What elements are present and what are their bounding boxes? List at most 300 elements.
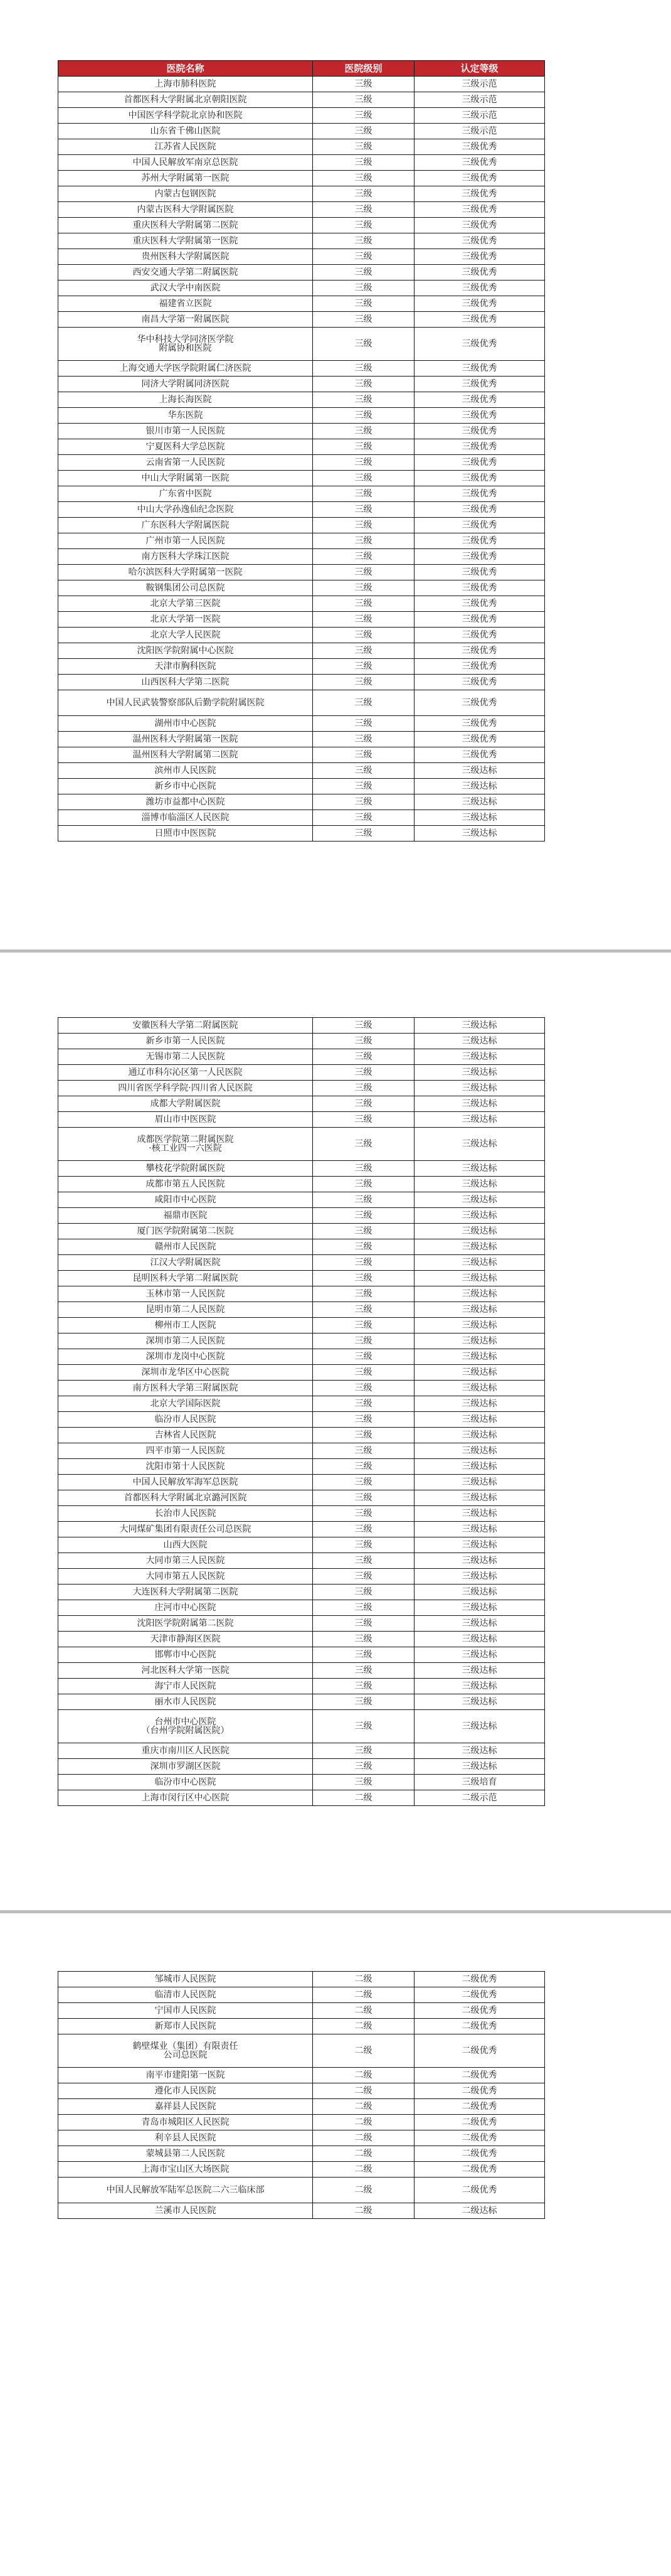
hospital-name-cell: 上海长海医院 — [58, 392, 313, 408]
hospital-level-cell: 三级 — [313, 1286, 415, 1302]
hospital-name-cell: 中山大学附属第一医院 — [58, 471, 313, 486]
hospital-grade-cell: 三级达标 — [415, 1365, 545, 1381]
table-row — [58, 171, 545, 186]
hospital-level-cell: 三级 — [313, 628, 415, 643]
table-row — [58, 1759, 545, 1775]
hospital-name-cell: 中山大学孙逸仙纪念医院 — [58, 502, 313, 518]
hospital-name-cell: 深圳市罗湖区医院 — [58, 1759, 313, 1775]
hospital-grade-cell: 三级优秀 — [415, 265, 545, 281]
hospital-name-cell: 滨州市人民医院 — [58, 763, 313, 779]
hospital-level-cell: 三级 — [313, 1239, 415, 1255]
hospital-name-cell: 安徽医科大学第二附属医院 — [58, 1018, 313, 1034]
hospital-level-cell: 三级 — [313, 763, 415, 779]
table-row — [58, 1255, 545, 1271]
hospital-level-cell: 三级 — [313, 810, 415, 826]
table-row — [58, 1034, 545, 1049]
hospital-grade-cell: 三级优秀 — [415, 281, 545, 296]
hospital-level-cell: 三级 — [313, 1443, 415, 1459]
hospital-name-cell: 沈阳市第十人民医院 — [58, 1459, 313, 1475]
table-row — [58, 1775, 545, 1790]
hospital-level-cell: 三级 — [313, 596, 415, 612]
table-row — [58, 1365, 545, 1381]
hospital-grade-cell: 三级达标 — [415, 1065, 545, 1081]
table-row — [58, 1396, 545, 1412]
hospital-name-cell: 宁国市人民医院 — [58, 2003, 313, 2019]
hospital-name-cell: 潍坊市益都中心医院 — [58, 794, 313, 810]
hospital-grade-cell: 三级优秀 — [415, 716, 545, 732]
hospital-name-cell: 温州医科大学附属第一医院 — [58, 732, 313, 747]
table-row — [58, 1381, 545, 1396]
hospital-name-cell: 上海交通大学医学院附属仁济医院 — [58, 361, 313, 377]
hospital-level-cell: 三级 — [313, 1112, 415, 1128]
table-row — [58, 628, 545, 643]
hospital-grade-cell: 三级优秀 — [415, 533, 545, 549]
hospital-level-cell: 三级 — [313, 1490, 415, 1506]
hospital-grade-cell: 三级优秀 — [415, 408, 545, 424]
hospital-grade-cell: 二级优秀 — [415, 2099, 545, 2115]
hospital-grade-cell: 二级优秀 — [415, 1987, 545, 2003]
hospital-name-cell: 四平市第一人民医院 — [58, 1443, 313, 1459]
hospital-grade-cell: 三级优秀 — [415, 455, 545, 471]
table-row — [58, 1443, 545, 1459]
hospital-grade-cell: 三级达标 — [415, 1034, 545, 1049]
hospital-level-cell: 三级 — [313, 1349, 415, 1365]
hospital-grade-cell: 三级优秀 — [415, 296, 545, 312]
hospital-name-cell: 兰溪市人民医院 — [58, 2203, 313, 2219]
hospital-grade-cell: 三级达标 — [415, 1443, 545, 1459]
hospital-grade-cell: 三级达标 — [415, 1255, 545, 1271]
hospital-name-cell: 首都医科大学附属北京潞河医院 — [58, 1490, 313, 1506]
hospital-name-cell: 丽水市人民医院 — [58, 1694, 313, 1710]
table-row — [58, 779, 545, 794]
hospital-grade-cell: 二级优秀 — [415, 2130, 545, 2146]
hospital-name-cell: 蒙城县第二人民医院 — [58, 2146, 313, 2162]
hospital-level-cell: 三级 — [313, 233, 415, 249]
hospital-level-cell: 三级 — [313, 1128, 415, 1161]
table-row — [58, 1522, 545, 1537]
hospital-grade-cell: 三级达标 — [415, 1632, 545, 1647]
hospital-grade-cell: 三级优秀 — [415, 439, 545, 455]
hospital-grade-cell: 三级达标 — [415, 1177, 545, 1192]
table-row — [58, 1065, 545, 1081]
hospital-grade-cell: 三级示范 — [415, 124, 545, 139]
hospital-name-cell: 重庆市南川区人民医院 — [58, 1743, 313, 1759]
hospital-level-cell: 三级 — [313, 108, 415, 124]
table-row — [58, 1224, 545, 1239]
table-row — [58, 1318, 545, 1333]
table-row — [58, 1286, 545, 1302]
hospital-grade-cell: 三级优秀 — [415, 596, 545, 612]
hospital-name-cell: 成都医学院第二附属医院 ·核工业四一六医院 — [58, 1128, 313, 1161]
table-row — [58, 1663, 545, 1679]
table-row — [58, 377, 545, 392]
hospital-name-cell: 银川市第一人民医院 — [58, 424, 313, 439]
hospital-name-cell: 山西医科大学第二医院 — [58, 675, 313, 690]
hospital-name-cell: 嘉祥县人民医院 — [58, 2099, 313, 2115]
hospital-level-cell: 三级 — [313, 281, 415, 296]
hospital-grade-cell: 三级达标 — [415, 1271, 545, 1286]
hospital-level-cell: 三级 — [313, 1255, 415, 1271]
hospital-level-cell: 三级 — [313, 455, 415, 471]
table-row — [58, 1208, 545, 1224]
table-row — [58, 424, 545, 439]
hospital-level-cell: 三级 — [313, 186, 415, 202]
hospital-level-cell: 三级 — [313, 1302, 415, 1318]
hospital-level-cell: 三级 — [313, 265, 415, 281]
table-row — [58, 233, 545, 249]
hospital-grade-cell: 三级优秀 — [415, 377, 545, 392]
hospital-grade-cell: 三级优秀 — [415, 361, 545, 377]
table-row — [58, 218, 545, 233]
table-row — [58, 1616, 545, 1632]
hospital-level-cell: 三级 — [313, 1585, 415, 1600]
hospital-level-cell: 三级 — [313, 408, 415, 424]
hospital-level-cell: 三级 — [313, 1192, 415, 1208]
table-header-row — [58, 61, 545, 77]
table-row — [58, 747, 545, 763]
hospital-level-cell: 三级 — [313, 643, 415, 659]
hospital-name-cell: 鹤壁煤业（集团）有限责任 公司总医院 — [58, 2034, 313, 2068]
hospital-level-cell: 二级 — [313, 2083, 415, 2099]
hospital-name-cell: 柳州市工人医院 — [58, 1318, 313, 1333]
table-row — [58, 139, 545, 155]
hospital-name-cell: 成都市第五人民医院 — [58, 1177, 313, 1192]
hospital-name-cell: 华东医院 — [58, 408, 313, 424]
table-row — [58, 1239, 545, 1255]
hospital-level-cell: 三级 — [313, 1177, 415, 1192]
hospital-level-cell: 二级 — [313, 2115, 415, 2130]
hospital-level-cell: 三级 — [313, 1271, 415, 1286]
hospital-grade-cell: 三级达标 — [415, 1537, 545, 1553]
hospital-level-cell: 三级 — [313, 1616, 415, 1632]
hospital-level-cell: 三级 — [313, 826, 415, 842]
hospital-name-cell: 无锡市第二人民医院 — [58, 1049, 313, 1065]
hospital-name-cell: 上海市闵行区中心医院 — [58, 1790, 313, 1806]
hospital-grade-cell: 三级达标 — [415, 794, 545, 810]
hospital-grade-cell: 二级优秀 — [415, 2003, 545, 2019]
table-row — [58, 565, 545, 580]
table-row — [58, 108, 545, 124]
hospital-grade-cell: 三级优秀 — [415, 732, 545, 747]
table-row — [58, 2203, 545, 2219]
table-row — [58, 2146, 545, 2162]
hospital-grade-cell: 三级优秀 — [415, 171, 545, 186]
hospital-name-cell: 邯郸市中心医院 — [58, 1647, 313, 1663]
hospital-grade-cell: 三级优秀 — [415, 218, 545, 233]
hospital-level-cell: 三级 — [313, 1459, 415, 1475]
hospital-name-cell: 首都医科大学附属北京朝阳医院 — [58, 92, 313, 108]
hospital-grade-cell: 三级优秀 — [415, 202, 545, 218]
table-row — [58, 1096, 545, 1112]
hospital-level-cell: 三级 — [313, 424, 415, 439]
table-row — [58, 392, 545, 408]
hospital-level-cell: 三级 — [313, 139, 415, 155]
hospital-level-cell: 三级 — [313, 1049, 415, 1065]
hospital-grade-cell: 三级达标 — [415, 1128, 545, 1161]
hospital-grade-cell: 三级优秀 — [415, 139, 545, 155]
table-row — [58, 1302, 545, 1318]
hospital-level-cell: 三级 — [313, 439, 415, 455]
hospital-level-cell: 三级 — [313, 1679, 415, 1694]
table-row — [58, 1553, 545, 1569]
hospital-grade-cell: 三级达标 — [415, 1647, 545, 1663]
hospital-grade-cell: 三级优秀 — [415, 233, 545, 249]
hospital-level-cell: 三级 — [313, 659, 415, 675]
hospital-level-cell: 三级 — [313, 502, 415, 518]
hospital-name-cell: 大同市第三人民医院 — [58, 1553, 313, 1569]
table-row — [58, 1710, 545, 1743]
hospital-name-cell: 江汉大学附属医院 — [58, 1255, 313, 1271]
hospital-grade-cell: 三级达标 — [415, 1475, 545, 1490]
hospital-name-cell: 大连医科大学附属第二医院 — [58, 1585, 313, 1600]
column-header-name: 医院名称 — [58, 61, 313, 77]
hospital-level-cell: 三级 — [313, 1600, 415, 1616]
hospital-grade-cell: 三级达标 — [415, 1710, 545, 1743]
hospital-name-cell: 华中科技大学同济医学院 附属协和医院 — [58, 328, 313, 361]
hospital-level-cell: 三级 — [313, 202, 415, 218]
table-row — [58, 549, 545, 565]
hospital-name-cell: 广东医科大学附属医院 — [58, 518, 313, 533]
hospital-grade-cell: 二级达标 — [415, 2203, 545, 2219]
hospital-level-cell: 二级 — [313, 2034, 415, 2068]
hospital-name-cell: 西安交通大学第二附属医院 — [58, 265, 313, 281]
hospital-grade-cell: 三级达标 — [415, 1553, 545, 1569]
hospital-level-cell: 三级 — [313, 1537, 415, 1553]
hospital-level-cell: 三级 — [313, 377, 415, 392]
hospital-name-cell: 临清市人民医院 — [58, 1987, 313, 2003]
hospital-name-cell: 昆明医科大学第二附属医院 — [58, 1271, 313, 1286]
table-row — [58, 675, 545, 690]
hospital-name-cell: 上海市宝山区大场医院 — [58, 2162, 313, 2178]
hospital-grade-cell: 三级优秀 — [415, 502, 545, 518]
table-row — [58, 690, 545, 716]
table-row — [58, 716, 545, 732]
table-row — [58, 265, 545, 281]
hospital-level-cell: 三级 — [313, 361, 415, 377]
hospital-name-cell: 深圳市龙岗中心医院 — [58, 1349, 313, 1365]
table-body — [58, 1018, 545, 1806]
hospital-name-cell: 南昌大学第一附属医院 — [58, 312, 313, 328]
hospital-name-cell: 宁夏医科大学总医院 — [58, 439, 313, 455]
hospital-name-cell: 长治市人民医院 — [58, 1506, 313, 1522]
hospital-level-cell: 二级 — [313, 2099, 415, 2115]
hospital-grade-cell: 三级达标 — [415, 1349, 545, 1365]
hospital-level-cell: 三级 — [313, 675, 415, 690]
hospital-grade-cell: 三级达标 — [415, 1049, 545, 1065]
table-row — [58, 1743, 545, 1759]
hospital-grade-cell: 三级达标 — [415, 1318, 545, 1333]
hospital-level-cell: 三级 — [313, 747, 415, 763]
table-row — [58, 455, 545, 471]
table-row — [58, 794, 545, 810]
hospital-level-cell: 三级 — [313, 1065, 415, 1081]
table-row — [58, 612, 545, 628]
table-row — [58, 2130, 545, 2146]
hospital-level-cell: 三级 — [313, 1775, 415, 1790]
hospital-grade-cell: 三级优秀 — [415, 186, 545, 202]
table-row — [58, 1600, 545, 1616]
hospital-name-cell: 赣州市人民医院 — [58, 1239, 313, 1255]
hospital-level-cell: 三级 — [313, 155, 415, 171]
hospital-name-cell: 新郑市人民医院 — [58, 2019, 313, 2034]
hospital-grade-cell: 三级优秀 — [415, 690, 545, 716]
table-row — [58, 580, 545, 596]
table-row — [58, 1271, 545, 1286]
hospital-name-cell: 内蒙古包钢医院 — [58, 186, 313, 202]
hospital-grade-cell: 三级优秀 — [415, 549, 545, 565]
hospital-grade-cell: 二级优秀 — [415, 2034, 545, 2068]
hospital-table — [58, 1017, 545, 1806]
table-row — [58, 2083, 545, 2099]
hospital-name-cell: 福鼎市医院 — [58, 1208, 313, 1224]
hospital-grade-cell: 三级达标 — [415, 779, 545, 794]
hospital-level-cell: 三级 — [313, 1096, 415, 1112]
table-row — [58, 1428, 545, 1443]
hospital-level-cell: 三级 — [313, 1694, 415, 1710]
hospital-grade-cell: 二级优秀 — [415, 2019, 545, 2034]
table-row — [58, 281, 545, 296]
hospital-name-cell: 贵州医科大学附属医院 — [58, 249, 313, 265]
table-row — [58, 518, 545, 533]
hospital-level-cell: 三级 — [313, 1161, 415, 1177]
hospital-name-cell: 新乡市第一人民医院 — [58, 1034, 313, 1049]
table-row — [58, 826, 545, 842]
hospital-name-cell: 沈阳医学院附属第二医院 — [58, 1616, 313, 1632]
hospital-name-cell: 云南省第一人民医院 — [58, 455, 313, 471]
table-row — [58, 502, 545, 518]
hospital-level-cell: 三级 — [313, 533, 415, 549]
hospital-level-cell: 三级 — [313, 580, 415, 596]
table-row — [58, 312, 545, 328]
hospital-grade-cell: 三级达标 — [415, 1096, 545, 1112]
hospital-level-cell: 三级 — [313, 794, 415, 810]
hospital-grade-cell: 三级达标 — [415, 1694, 545, 1710]
hospital-grade-cell: 三级达标 — [415, 1522, 545, 1537]
hospital-name-cell: 新乡市中心医院 — [58, 779, 313, 794]
hospital-name-cell: 玉林市第一人民医院 — [58, 1286, 313, 1302]
table-row — [58, 361, 545, 377]
hospital-level-cell: 三级 — [313, 1412, 415, 1428]
table-row — [58, 1349, 545, 1365]
table-row — [58, 1475, 545, 1490]
hospital-grade-cell: 三级达标 — [415, 1239, 545, 1255]
hospital-grade-cell: 三级达标 — [415, 1490, 545, 1506]
hospital-grade-cell: 二级优秀 — [415, 2178, 545, 2203]
table-row — [58, 186, 545, 202]
hospital-grade-cell: 三级达标 — [415, 1743, 545, 1759]
hospital-grade-cell: 三级优秀 — [415, 580, 545, 596]
hospital-name-cell: 沈阳医学院附属中心医院 — [58, 643, 313, 659]
hospital-name-cell: 眉山市中医医院 — [58, 1112, 313, 1128]
hospital-level-cell: 三级 — [313, 1208, 415, 1224]
hospital-level-cell: 三级 — [313, 1475, 415, 1490]
hospital-grade-cell: 三级示范 — [415, 108, 545, 124]
table-row — [58, 471, 545, 486]
hospital-level-cell: 三级 — [313, 1759, 415, 1775]
hospital-grade-cell: 三级达标 — [415, 1286, 545, 1302]
hospital-name-cell: 湖州市中心医院 — [58, 716, 313, 732]
table-row — [58, 659, 545, 675]
hospital-name-cell: 上海市肺科医院 — [58, 77, 313, 92]
hospital-grade-cell: 二级优秀 — [415, 2115, 545, 2130]
hospital-level-cell: 二级 — [313, 1987, 415, 2003]
table-row — [58, 2162, 545, 2178]
table-row — [58, 1987, 545, 2003]
hospital-name-cell: 青岛市城阳区人民医院 — [58, 2115, 313, 2130]
hospital-name-cell: 同济大学附属同济医院 — [58, 377, 313, 392]
hospital-level-cell: 三级 — [313, 518, 415, 533]
hospital-level-cell: 二级 — [313, 2019, 415, 2034]
hospital-level-cell: 三级 — [313, 312, 415, 328]
hospital-level-cell: 三级 — [313, 1018, 415, 1034]
hospital-name-cell: 山西大医院 — [58, 1537, 313, 1553]
table-row — [58, 1506, 545, 1522]
hospital-grade-cell: 三级培育 — [415, 1775, 545, 1790]
hospital-name-cell: 临汾市中心医院 — [58, 1775, 313, 1790]
hospital-name-cell: 北京大学国际医院 — [58, 1396, 313, 1412]
hospital-name-cell: 昆明市第二人民医院 — [58, 1302, 313, 1318]
table-row — [58, 763, 545, 779]
hospital-name-cell: 南方医科大学珠江医院 — [58, 549, 313, 565]
table-row — [58, 1537, 545, 1553]
hospital-name-cell: 海宁市人民医院 — [58, 1679, 313, 1694]
hospital-grade-cell: 三级达标 — [415, 1161, 545, 1177]
table-row — [58, 1694, 545, 1710]
table-row — [58, 1459, 545, 1475]
hospital-level-cell: 二级 — [313, 2068, 415, 2083]
hospital-level-cell: 三级 — [313, 1034, 415, 1049]
hospital-level-cell: 三级 — [313, 612, 415, 628]
hospital-grade-cell: 三级达标 — [415, 810, 545, 826]
table-row — [58, 2115, 545, 2130]
table-row — [58, 2034, 545, 2068]
table-row — [58, 533, 545, 549]
table-row — [58, 810, 545, 826]
table-row — [58, 1161, 545, 1177]
hospital-name-cell: 内蒙古医科大学附属医院 — [58, 202, 313, 218]
hospital-name-cell: 武汉大学中南医院 — [58, 281, 313, 296]
hospital-grade-cell: 三级达标 — [415, 1663, 545, 1679]
hospital-grade-cell: 三级优秀 — [415, 747, 545, 763]
table-row — [58, 732, 545, 747]
hospital-name-cell: 哈尔滨医科大学附属第一医院 — [58, 565, 313, 580]
hospital-level-cell: 三级 — [313, 1522, 415, 1537]
hospital-grade-cell: 三级优秀 — [415, 486, 545, 502]
hospital-grade-cell: 三级优秀 — [415, 518, 545, 533]
table-row — [58, 1192, 545, 1208]
table-row — [58, 2178, 545, 2203]
hospital-grade-cell: 三级达标 — [415, 1112, 545, 1128]
page-separator — [0, 949, 671, 953]
hospital-name-cell: 咸阳市中心医院 — [58, 1192, 313, 1208]
hospital-grade-cell: 二级优秀 — [415, 1972, 545, 1987]
hospital-grade-cell: 三级优秀 — [415, 643, 545, 659]
hospital-level-cell: 三级 — [313, 1569, 415, 1585]
hospital-grade-cell: 三级达标 — [415, 1208, 545, 1224]
hospital-grade-cell: 三级优秀 — [415, 565, 545, 580]
hospital-name-cell: 南方医科大学第三附属医院 — [58, 1381, 313, 1396]
table-body — [58, 1972, 545, 2219]
hospital-name-cell: 吉林省人民医院 — [58, 1428, 313, 1443]
hospital-name-cell: 江苏省人民医院 — [58, 139, 313, 155]
hospital-level-cell: 三级 — [313, 92, 415, 108]
hospital-grade-cell: 二级优秀 — [415, 2146, 545, 2162]
hospital-name-cell: 中国人民解放军海军总医院 — [58, 1475, 313, 1490]
hospital-name-cell: 大同煤矿集团有限责任公司总医院 — [58, 1522, 313, 1537]
hospital-level-cell: 三级 — [313, 486, 415, 502]
hospital-grade-cell: 三级达标 — [415, 826, 545, 842]
hospital-name-cell: 通辽市科尔沁区第一人民医院 — [58, 1065, 313, 1081]
